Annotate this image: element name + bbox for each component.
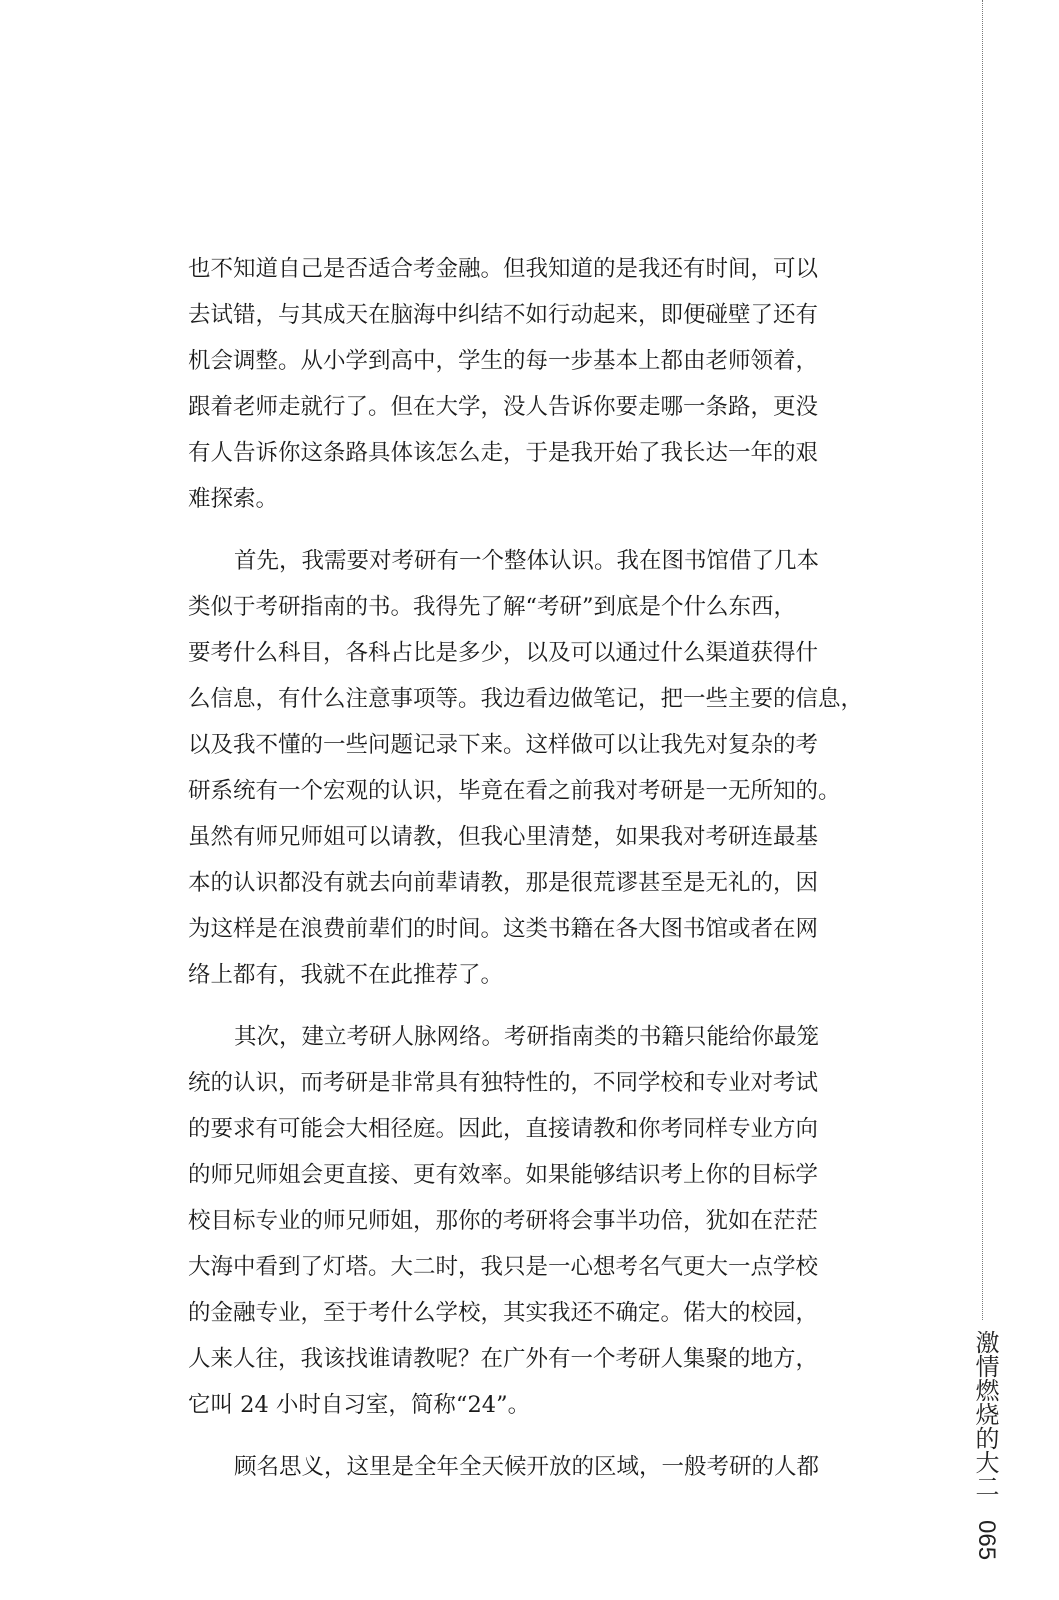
text-line: 其次，建立考研人脉网络。考研指南类的书籍只能给你最笼 bbox=[234, 1024, 820, 1050]
text-line: 为这样是在浪费前辈们的时间。这类书籍在各大图书馆或者在网 bbox=[188, 916, 819, 942]
text-line: 机会调整。从小学到高中，学生的每一步基本上都由老师领着， bbox=[188, 348, 819, 374]
text-line: 它叫 24 小时自习室，简称“24”。 bbox=[188, 1392, 531, 1418]
body-text bbox=[188, 246, 864, 1490]
text-line: 去试错，与其成天在脑海中纠结不如行动起来，即便碰壁了还有 bbox=[188, 302, 819, 328]
text-line: 的师兄师姐会更直接、更有效率。如果能够结识考上你的目标学 bbox=[188, 1162, 819, 1188]
margin-rule bbox=[982, 0, 983, 1320]
text-line: 统的认识，而考研是非常具有独特性的，不同学校和专业对考试 bbox=[188, 1070, 819, 1096]
text-line: 大海中看到了灯塔。大二时，我只是一心想考名气更大一点学校 bbox=[188, 1254, 819, 1280]
text-line: 的金融专业，至于考什么学校，其实我还不确定。偌大的校园， bbox=[188, 1300, 819, 1326]
text-line: 类似于考研指南的书。我得先了解“考研”到底是个什么东西， bbox=[188, 594, 797, 620]
paragraph-gap bbox=[188, 998, 864, 1014]
text-line: 么信息，有什么注意事项等。我边看边做笔记，把一些主要的信息， bbox=[188, 686, 864, 712]
text-line: 难探索。 bbox=[188, 486, 279, 512]
text-line: 首先，我需要对考研有一个整体认识。我在图书馆借了几本 bbox=[234, 548, 820, 574]
paragraph bbox=[188, 538, 864, 998]
text-line: 有人告诉你这条路具体该怎么走，于是我开始了我长达一年的艰 bbox=[188, 440, 819, 466]
text-line: 人来人往，我该找谁请教呢？在广外有一个考研人集聚的地方， bbox=[188, 1346, 819, 1372]
paragraph bbox=[188, 246, 864, 522]
text-line: 虽然有师兄师姐可以请教，但我心里清楚，如果我对考研连最基 bbox=[188, 824, 819, 850]
text-line: 顾名思义，这里是全年全天候开放的区域，一般考研的人都 bbox=[234, 1454, 820, 1480]
paragraph-gap bbox=[188, 522, 864, 538]
paragraph bbox=[188, 1444, 864, 1490]
paragraph-gap bbox=[188, 1428, 864, 1444]
paragraph bbox=[188, 1014, 864, 1428]
text-line: 跟着老师走就行了。但在大学，没人告诉你要走哪一条路，更没 bbox=[188, 394, 819, 420]
text-line: 研系统有一个宏观的认识，毕竟在看之前我对考研是一无所知的。 bbox=[188, 778, 841, 804]
chapter-title: 激情燃烧的大二 bbox=[971, 1330, 999, 1498]
text-line: 的要求有可能会大相径庭。因此，直接请教和你考同样专业方向 bbox=[188, 1116, 819, 1142]
text-line: 校目标专业的师兄师姐，那你的考研将会事半功倍，犹如在茫茫 bbox=[188, 1208, 819, 1234]
text-line: 络上都有，我就不在此推荐了。 bbox=[188, 962, 504, 988]
text-line: 也不知道自己是否适合考金融。但我知道的是我还有时间，可以 bbox=[188, 256, 819, 282]
text-line: 以及我不懂的一些问题记录下来。这样做可以让我先对复杂的考 bbox=[188, 732, 819, 758]
text-line: 要考什么科目，各科占比是多少，以及可以通过什么渠道获得什 bbox=[188, 640, 819, 666]
text-line: 本的认识都没有就去向前辈请教，那是很荒谬甚至是无礼的，因 bbox=[188, 870, 819, 896]
page-number: 065 bbox=[973, 1520, 1000, 1561]
